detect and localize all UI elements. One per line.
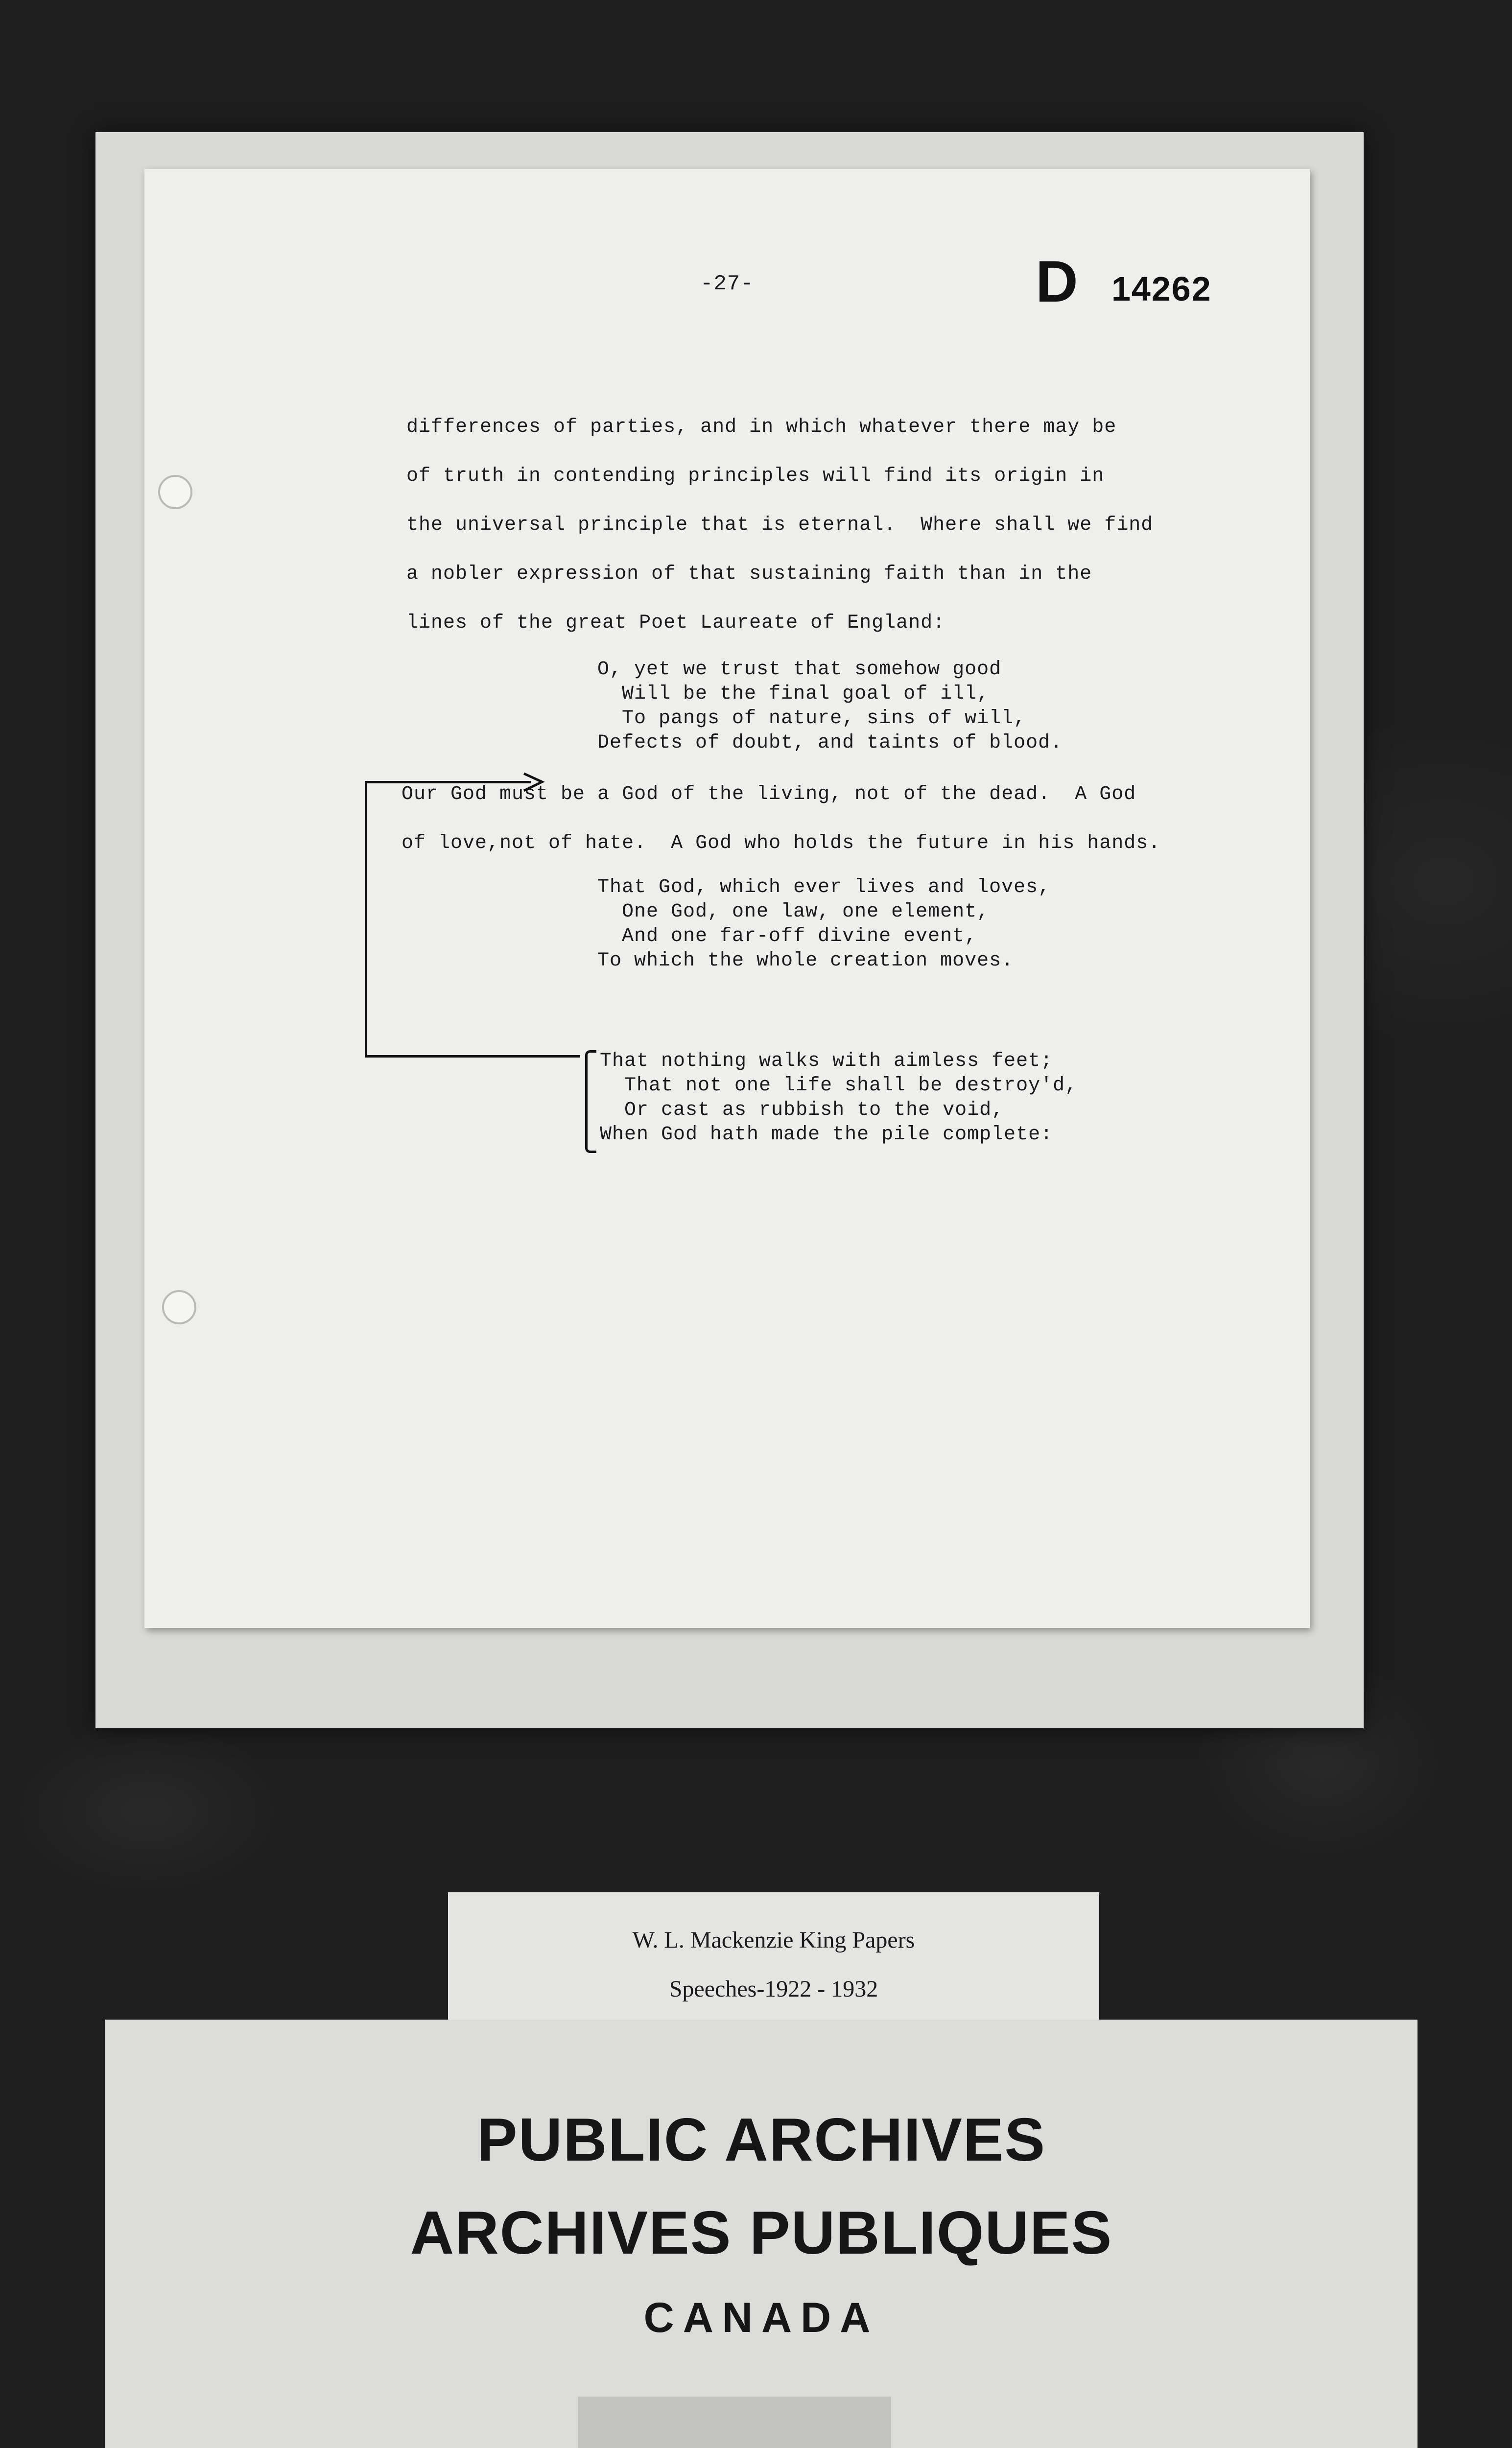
- verse1-line: Will be the final goal of ill,: [597, 683, 990, 705]
- verse1-line: Defects of doubt, and taints of blood.: [597, 732, 1063, 754]
- paragraph2-line: of love,not of hate. A God who holds the future in his hands.: [402, 832, 1161, 854]
- bracket-bottom-line: [365, 1055, 580, 1058]
- archive-banner: [105, 2020, 1418, 2448]
- stamp-number: 14262: [1111, 270, 1212, 308]
- verse3-line: That nothing walks with aimless feet;: [600, 1050, 1053, 1072]
- verse2-line: One God, one law, one element,: [597, 901, 990, 923]
- arrow-head-icon: [521, 771, 546, 793]
- verse3-line: That not one life shall be destroy'd,: [600, 1075, 1078, 1097]
- banner-line-country: CANADA: [643, 2294, 879, 2341]
- paragraph1-line: differences of parties, and in which whatever there may be: [406, 416, 1117, 438]
- verse1-line: To pangs of nature, sins of will,: [597, 707, 1026, 730]
- verse2-line: That God, which ever lives and loves,: [597, 876, 1051, 898]
- paragraph1-line: the universal principle that is eternal. Where shall we find: [406, 514, 1154, 536]
- collection-title: W. L. Mackenzie King Papers: [632, 1927, 915, 1953]
- paragraph1-line: lines of the great Poet Laureate of England:: [406, 612, 945, 634]
- verse3-line: Or cast as rubbish to the void,: [600, 1099, 1004, 1121]
- verse-brace-icon: [585, 1050, 596, 1153]
- paragraph1-line: a nobler expression of that sustaining faith than in the: [406, 563, 1092, 585]
- banner-tab: [578, 2397, 891, 2448]
- banner-line-french: ARCHIVES PUBLIQUES: [410, 2199, 1113, 2267]
- paragraph1-line: of truth in contending principles will find its origin in: [406, 465, 1105, 487]
- collection-label-card: [448, 1892, 1099, 2034]
- verse1-line: O, yet we trust that somehow good: [597, 659, 1002, 681]
- paragraph2-line: Our God must be a God of the living, not of the dead. A God: [402, 783, 1136, 805]
- banner-line-english: PUBLIC ARCHIVES: [476, 2106, 1046, 2174]
- typed-page: [144, 169, 1310, 1628]
- bracket-vertical-line: [365, 781, 367, 1058]
- verse2-line: And one far-off divine event,: [597, 925, 977, 947]
- stamp-letter: D: [1036, 249, 1078, 314]
- page-number: -27-: [700, 272, 754, 296]
- punch-hole-top: [158, 475, 192, 509]
- bracket-top-line: [365, 781, 531, 783]
- collection-subtitle: Speeches-1922 - 1932: [669, 1976, 878, 2002]
- verse3-line: When God hath made the pile complete:: [600, 1124, 1053, 1146]
- punch-hole-bottom: [162, 1290, 196, 1324]
- verse2-line: To which the whole creation moves.: [597, 950, 1014, 972]
